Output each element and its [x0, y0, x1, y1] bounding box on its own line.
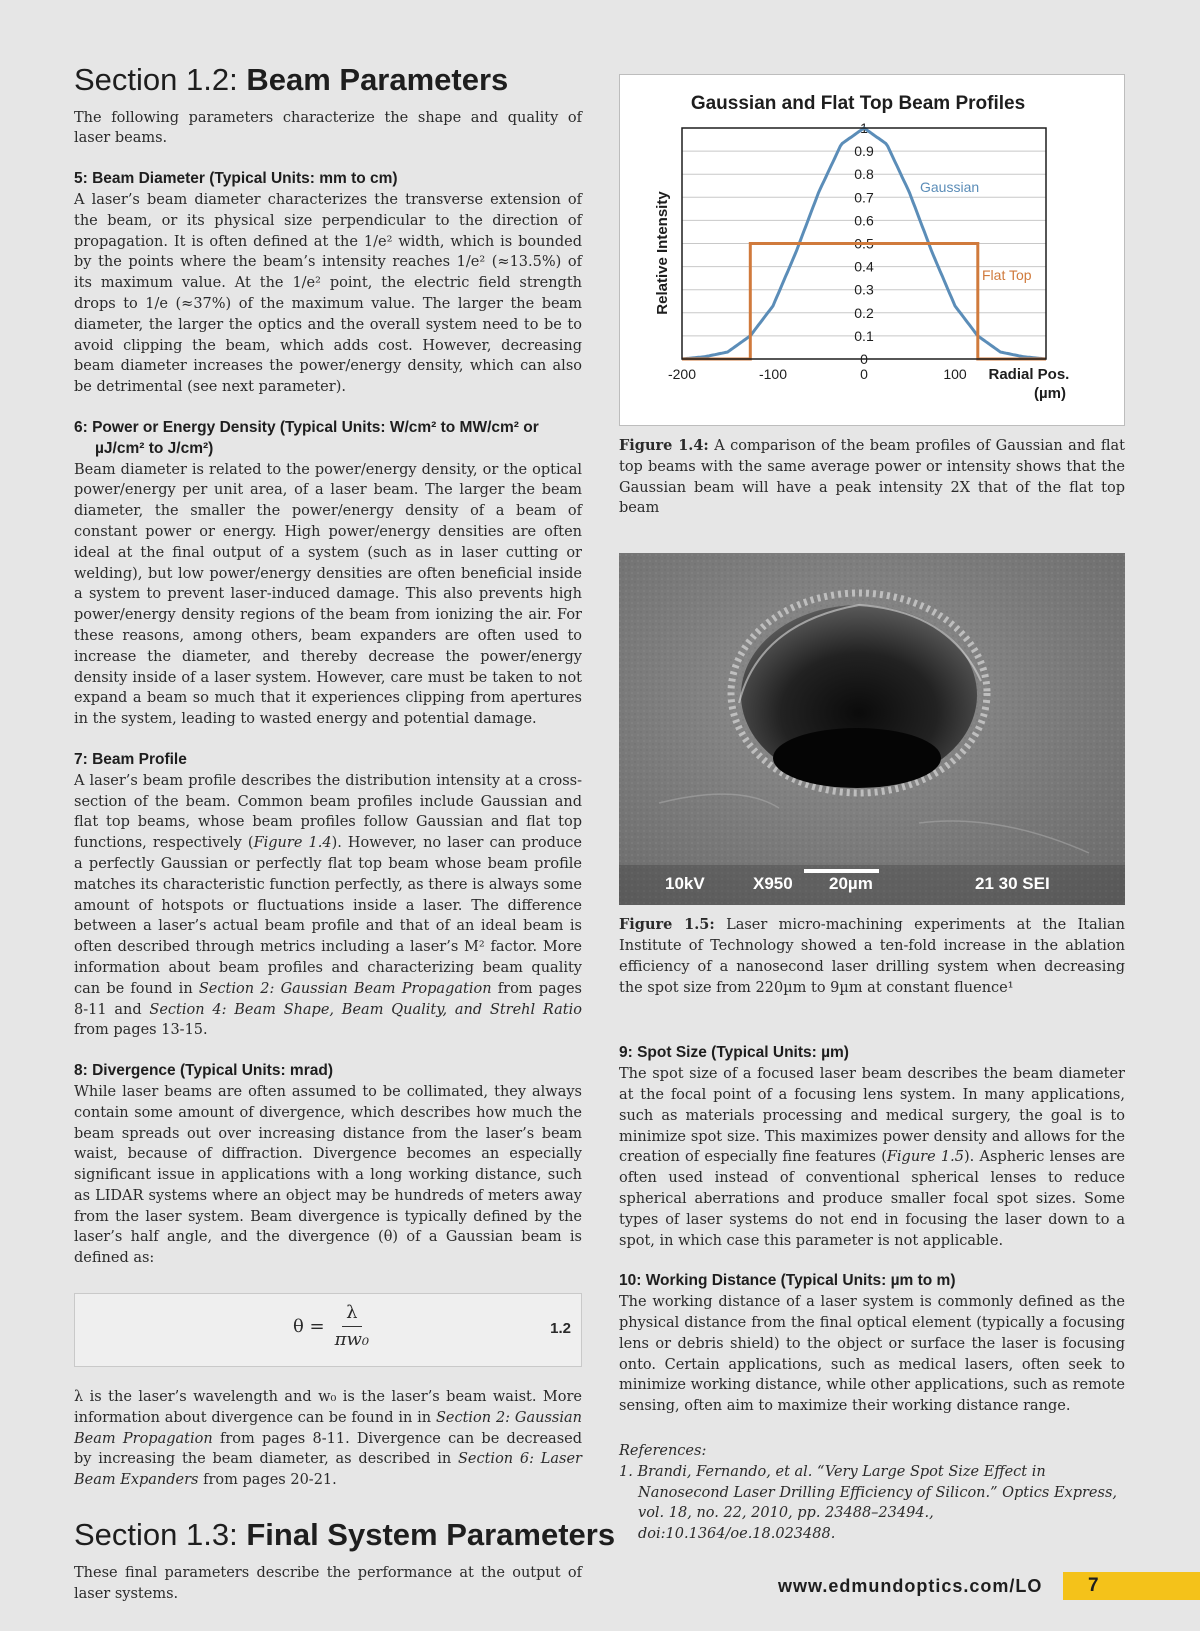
equation-fraction: [335, 1302, 369, 1350]
gaussian-label: Gaussian: [920, 179, 980, 195]
param-9-heading: 9: Spot Size (Typical Units: µm): [619, 1044, 849, 1062]
y-tick-label: 0.6: [854, 212, 874, 229]
section-1-2-intro: The following parameters characterize the shape and quality of laser beams.: [74, 109, 582, 147]
x-ticks: [668, 366, 967, 382]
section-link[interactable]: Section 6: Laser Beam Expanders: [74, 1451, 582, 1489]
text: ). However, no laser can produce a perfectly Gaussian or perfectly flat top beam whose beam profile matches its characteristic function perfectly, as there is always some amount of hotspots or fluctuations inside a laser. The difference between a laser’s actual beam profile and that of an ideal beam is often described through metrics including a laser’s M² factor. More information about beam profiles and characterizing beam quality can be found in: [74, 835, 582, 997]
caption-text: Laser micro-machining experiments at the Italian Institute of Technology showed a ten-fold increase in the ablation efficiency of a nanosecond laser drilling system when decreasing the spot size from 220µm to 9µm at constant fluence¹: [619, 917, 1125, 996]
sem-scale: 20µm: [829, 874, 873, 894]
y-tick-label: 1: [860, 120, 868, 136]
reference-item: 1. Brandi, Fernando, et al. “Very Large Spot Size Effect in Nanosecond Laser Drilling Efficiency of Silicon.” Optics Express, vol. 18, no. 22, 2010, pp. 23488–23494., doi:10.1364/oe.18.023488.: [619, 1463, 1117, 1543]
references: [619, 1441, 1125, 1545]
chart-svg: [620, 75, 1124, 425]
y-tick-label: 0.5: [854, 235, 874, 252]
equation-number: 1.2: [550, 1320, 571, 1338]
figure-link[interactable]: Figure 1.5: [886, 1149, 964, 1166]
text: from pages 8-11. Divergence can be decreased by increasing the beam diameter, as described in: [74, 1430, 582, 1468]
caption-text: A comparison of the beam profiles of Gaussian and flat top beams with the same average power or intensity shows that the Gaussian beam will have a peak intensity 2X that of the flat top beam: [619, 438, 1125, 517]
x-axis-label-line1: Radial Pos.: [988, 366, 1070, 383]
section-link[interactable]: Section 2: Gaussian Beam Propagation: [74, 1409, 582, 1447]
y-tick-label: 0.9: [854, 143, 874, 160]
x-tick-label: 100: [943, 366, 967, 382]
references-title: References:: [619, 1442, 707, 1459]
text: from pages 20-21.: [198, 1472, 337, 1489]
y-tick-label: 0.2: [854, 304, 874, 321]
param-6-body: Beam diameter is related to the power/energy density, or the optical power/energy per unit area, of a laser beam. The larger the beam diameter, the smaller the power/energy density of a beam of constant power or energy. High power/energy densities are often ideal at the final output of a system (such as in laser cutting or welding), but low power/energy densities are often beneficial inside a system to prevent laser-induced damage. This also prevents high power/energy density regions of the beam from ionizing the air. For these reasons, among others, beam expanders are often used to increase the diameter, and thereby decrease the power/energy density inside of a laser system. However, care must be taken to not expand a beam so much that it experiences clipping from apertures in the system, leading to wasted energy and potential damage.: [74, 461, 582, 728]
figure-label: Figure 1.5:: [619, 916, 715, 934]
x-tick-label: -100: [758, 366, 788, 382]
right-column: [619, 74, 1125, 1545]
equation-denominator: πw₀: [334, 1329, 370, 1351]
y-tick-label: 0.8: [854, 166, 874, 183]
sem-magnification: X950: [753, 874, 793, 894]
equation-lhs: θ =: [293, 1315, 325, 1337]
sem-id: 21 30 SEI: [975, 874, 1050, 894]
section-prefix: Section 1.3:: [74, 1517, 247, 1553]
sem-micrograph: [619, 553, 1125, 905]
footer-page-bar: [1063, 1572, 1200, 1600]
param-9-body: [619, 1064, 1125, 1251]
beam-profile-chart: [619, 74, 1125, 426]
section-title-bold: Final System Parameters: [246, 1517, 616, 1553]
figure-1-5-caption: [619, 915, 1125, 998]
y-tick-label: 0.4: [854, 258, 874, 275]
flat-top-label: Flat Top: [982, 267, 1032, 283]
param-10-body: The working distance of a laser system is commonly defined as the physical distance from the final optical element (typically a focusing lens or debris shield) to the object or surface the laser is focusing onto. Certain applications, such as medical lasers, often seek to minimize working distance, while other applications, such as remote sensing, often aim to maximize their working distance range.: [619, 1294, 1126, 1415]
section-1-3-title: [74, 1517, 616, 1553]
sem-image: [619, 553, 1125, 905]
section-title-bold: Beam Parameters: [246, 62, 509, 97]
page-number: 7: [1088, 1575, 1099, 1596]
x-axis-label-line2: (µm): [1034, 385, 1066, 402]
equation-box: [74, 1293, 582, 1367]
divergence-equation: [293, 1302, 369, 1350]
param-10-heading: 10: Working Distance (Typical Units: µm to m): [619, 1272, 956, 1290]
y-axis-label: Relative Intensity: [654, 191, 671, 315]
param-5-body: A laser’s beam diameter characterizes the transverse extension of the beam, or its physical size perpendicular to the direction of propagation. It is often defined at the 1/e² width, which is bounded by the points where the beam’s intensity reaches 1/e² (≈13.5%) of its maximum value. At the 1/e² point, the electric field strength drops to 1/e (≈37%) of the maximum value. The larger the beam diameter, the larger the optics and the overall system need to be to avoid clipping the beam, which adds cost. However, decreasing beam diameter increases the power/energy density, which can also be detrimental (see next parameter).: [74, 192, 582, 396]
section-prefix: Section 1.2:: [74, 62, 247, 97]
section-1-2-title: [74, 62, 582, 98]
param-7-body: [74, 771, 582, 1041]
text: from pages 8-11 and: [74, 980, 582, 1018]
sem-voltage: 10kV: [665, 874, 705, 894]
footer-url[interactable]: www.edmundoptics.com/LO: [778, 1576, 1043, 1596]
figure-label: Figure 1.4:: [619, 437, 709, 454]
param-8-body: While laser beams are often assumed to be collimated, they always contain some amount of divergence, which describes how much the beam spreads out over increasing distance from the laser’s beam waist, because of diffraction. Divergence becomes an especially significant issue in applications with a long working distance, such as LIDAR systems where an object may be hundreds of meters away from the laser system. Beam divergence is typically defined by the laser’s half angle, and the divergence (θ) of a Gaussian beam is defined as:: [74, 1083, 582, 1267]
param-7-heading: 7: Beam Profile: [74, 750, 187, 768]
x-tick-label: 0: [860, 366, 868, 382]
param-6-heading: 6: Power or Energy Density (Typical Units: W/cm² to MW/cm² or µJ/cm² to J/cm²): [74, 419, 539, 457]
x-axis-label: [988, 366, 1073, 402]
left-column: [74, 62, 616, 1604]
y-tick-label: 0.1: [854, 327, 874, 344]
figure-1-4-caption: [619, 436, 1125, 519]
text: from pages 13-15.: [74, 1022, 208, 1039]
text: ). Aspheric lenses are often used instead of conventional spherical lenses to reduce spherical aberrations and produce smaller focal spot sizes. Some types of laser systems do not end in focusing the laser down to a spot, in which case this parameter is not applicable.: [619, 1149, 1125, 1249]
chart-title: Gaussian and Flat Top Beam Profiles: [690, 93, 1026, 114]
param-8-after: [74, 1387, 582, 1491]
y-tick-label: 0: [860, 351, 868, 367]
figure-link[interactable]: Figure 1.4: [253, 835, 332, 852]
section-link[interactable]: Section 2: Gaussian Beam Propagation: [198, 980, 492, 997]
y-tick-label: 0.3: [854, 281, 874, 298]
text: A laser’s beam profile describes the distribution intensity at a cross-section of the beam. Common beam profiles include Gaussian and flat top beams, whose beam profiles follow Gaussian and flat top functions, respectively (: [74, 772, 582, 852]
equation-numerator: λ: [342, 1302, 361, 1327]
param-8-heading: 8: Divergence (Typical Units: mrad): [74, 1062, 333, 1080]
param-5-heading: 5: Beam Diameter (Typical Units: mm to cm): [74, 170, 398, 188]
section-link[interactable]: Section 4: Beam Shape, Beam Quality, and Strehl Ratio: [149, 1001, 582, 1018]
text: λ is the laser’s wavelength and w₀ is the laser’s beam waist. More information about divergence can be found in in: [74, 1389, 582, 1426]
y-tick-label: 0.7: [854, 189, 874, 206]
text: The spot size of a focused laser beam describes the beam diameter at the focal point of a focusing lens system. In many applications, such as materials processing and medical surgery, the goal is to minimize spot size. This maximizes power density and allows for the creation of especially fine features (: [619, 1066, 1125, 1166]
x-tick-label: -200: [667, 366, 697, 382]
section-1-3-intro: These final parameters describe the performance at the output of laser systems.: [74, 1564, 582, 1602]
